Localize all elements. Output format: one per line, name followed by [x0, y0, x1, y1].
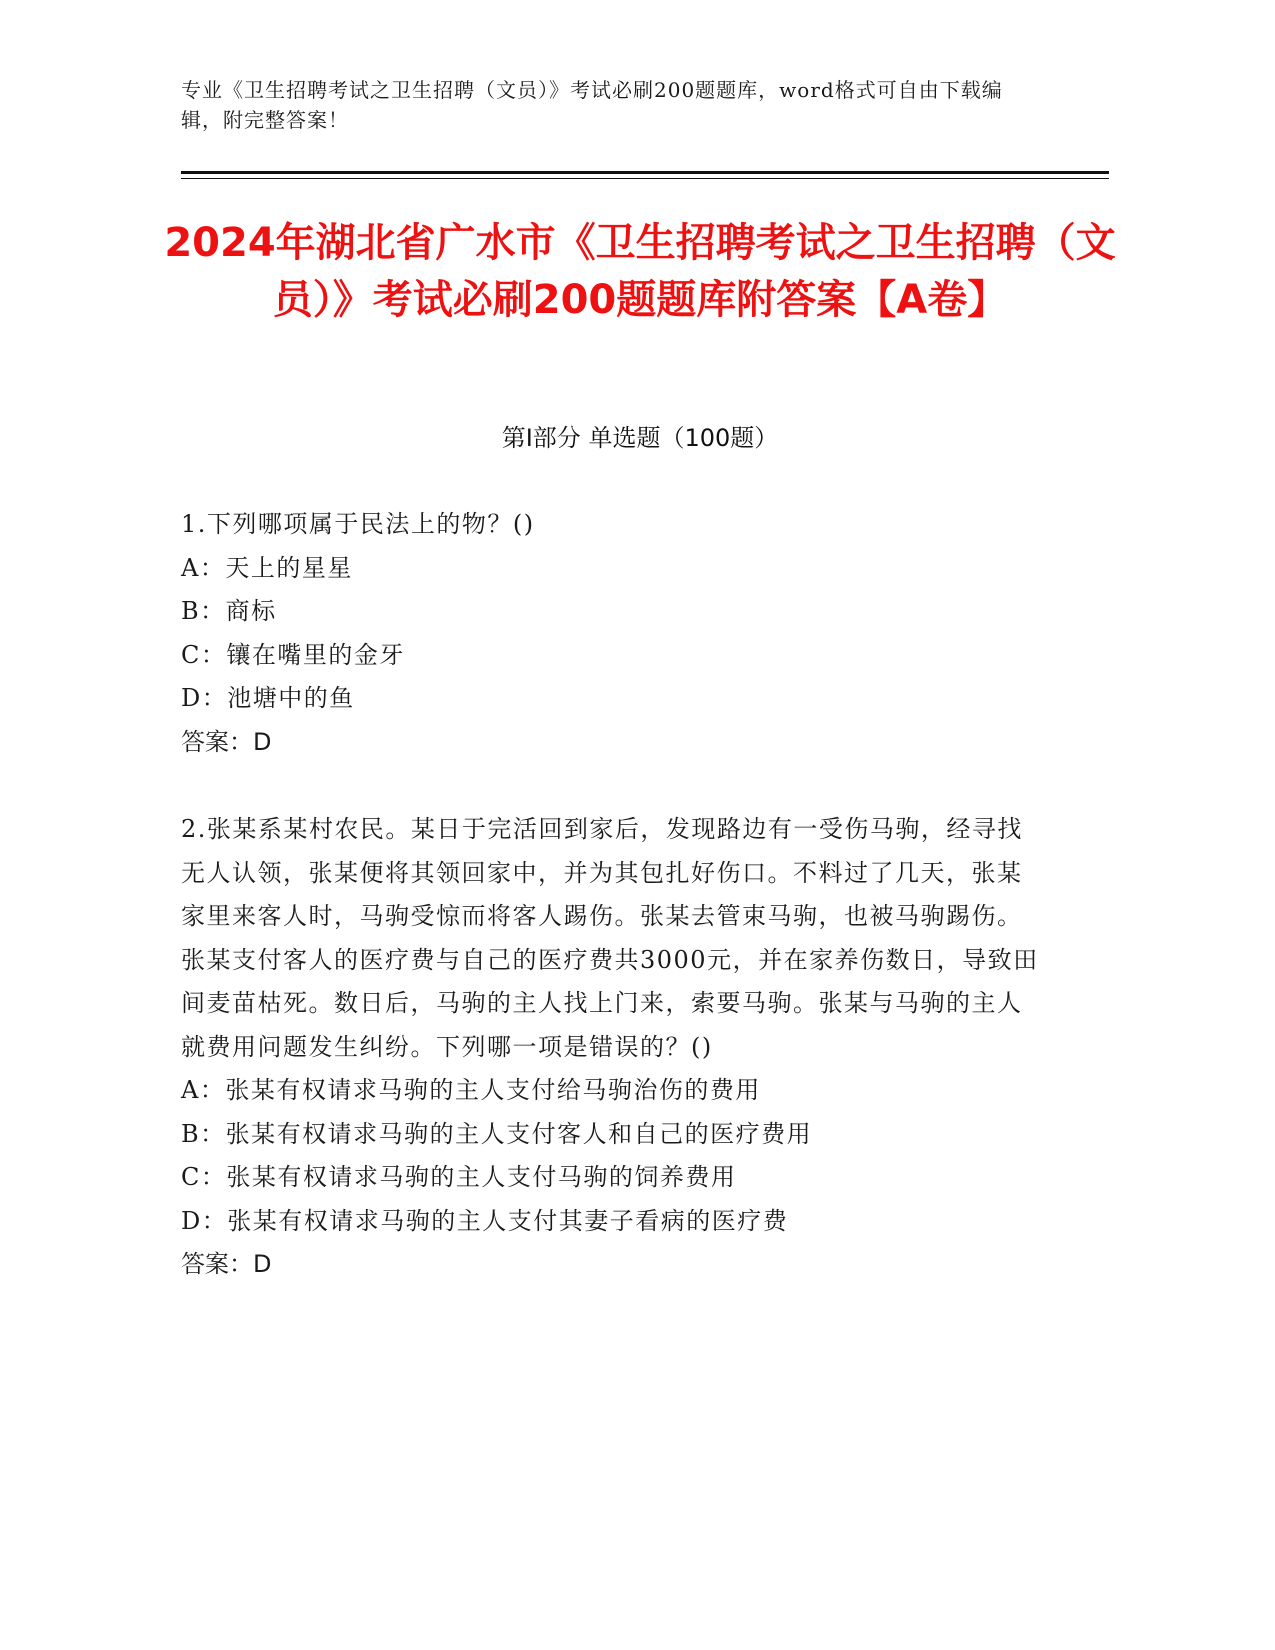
- option-d: D：张某有权请求马驹的主人支付其妻子看病的医疗费: [181, 1206, 789, 1235]
- question-stem: 1.下列哪项属于民法上的物？(): [181, 510, 535, 538]
- question-2: [181, 808, 1041, 1287]
- header-divider-thick: [181, 171, 1109, 174]
- question-stem: 2.张某系某村农民。某日于完活回到家后，发现路边有一受伤马驹，经寻找无人认领，张某便将其领回家中，并为其包扎好伤口。不料过了几天，张某家里来客人时，马驹受惊而将客人踢伤。张某去管束马驹，也被马驹踢伤。张某支付客人的医疗费与自己的医疗费共3000元，并在家养伤数日，导致田间麦苗枯死。数日后，马驹的主人找上门来，索要马驹。张某与马驹的主人就费用问题发生纠纷。下列哪一项是错误的？(): [181, 815, 1039, 1061]
- answer: 答案：D: [181, 1250, 272, 1278]
- question-1: [181, 503, 1041, 764]
- document-title: 2024年湖北省广水市《卫生招聘考试之卫生招聘（文员）》考试必刷200题题库附答案【A卷】: [164, 220, 1116, 323]
- option-a: A：天上的星星: [181, 553, 353, 582]
- section-title: 第I部分 单选题（100题）: [501, 424, 779, 452]
- answer: 答案：D: [181, 727, 272, 756]
- option-a: A：张某有权请求马驹的主人支付给马驹治伤的费用: [181, 1076, 761, 1104]
- option-d: D：池塘中的鱼: [181, 684, 355, 712]
- header-divider-thin: [181, 178, 1109, 179]
- option-b: B：张某有权请求马驹的主人支付客人和自己的医疗费用: [181, 1119, 813, 1148]
- option-c: C：镶在嘴里的金牙: [181, 640, 405, 669]
- header-note: 专业《卫生招聘考试之卫生招聘（文员）》考试必刷200题题库，word格式可自由下载编辑，附完整答案！: [181, 78, 1003, 132]
- option-c: C：张某有权请求马驹的主人支付马驹的饲养费用: [181, 1163, 737, 1191]
- option-b: B：商标: [181, 597, 277, 625]
